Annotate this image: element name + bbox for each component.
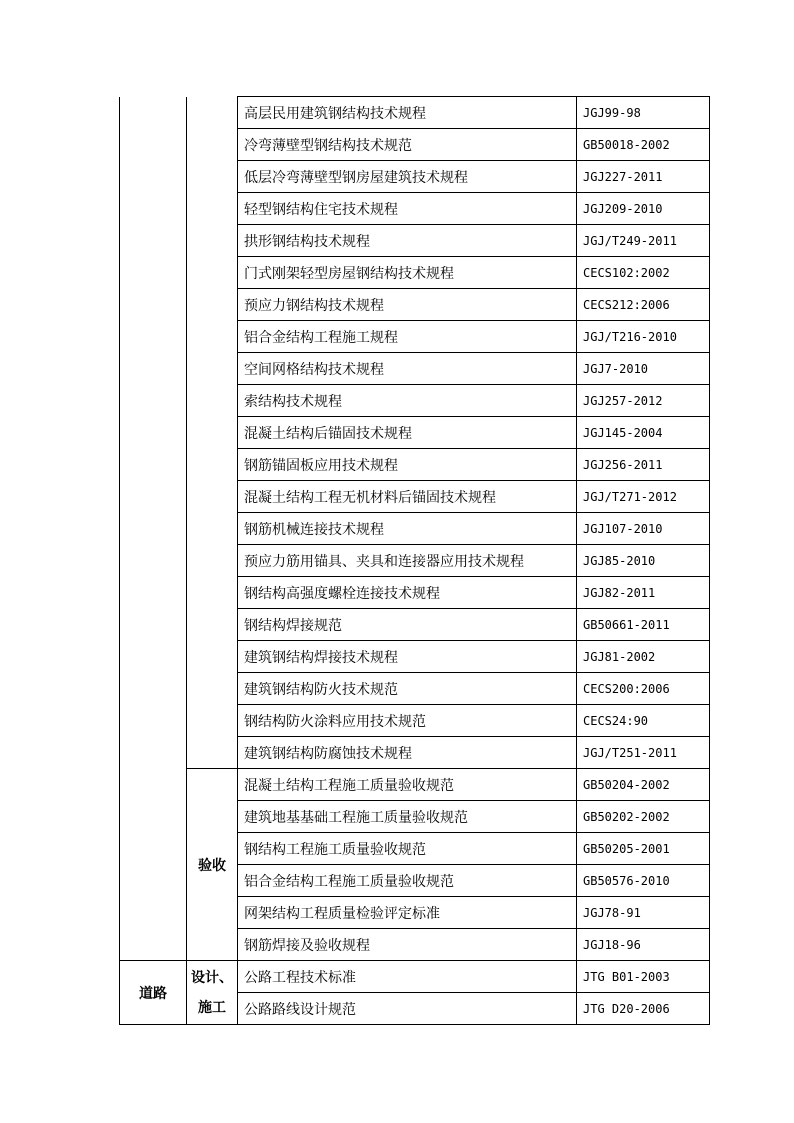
standard-name: 网架结构工程质量检验评定标准 [238, 897, 577, 929]
standard-code: JGJ/T251-2011 [577, 737, 710, 769]
standard-name: 建筑地基基础工程施工质量验收规范 [238, 801, 577, 833]
standard-name: 混凝土结构工程无机材料后锚固技术规程 [238, 481, 577, 513]
standard-code: CECS200:2006 [577, 673, 710, 705]
standard-name: 预应力筋用锚具、夹具和连接器应用技术规程 [238, 545, 577, 577]
standard-code: JGJ99-98 [577, 97, 710, 129]
subcategory-line: 施工 [198, 999, 226, 1016]
standard-code: CECS24:90 [577, 705, 710, 737]
standard-name: 混凝土结构后锚固技术规程 [238, 417, 577, 449]
standard-name: 钢结构焊接规范 [238, 609, 577, 641]
standard-code: JGJ82-2011 [577, 577, 710, 609]
table-row [120, 769, 710, 801]
standard-code: JGJ/T216-2010 [577, 321, 710, 353]
standard-name: 公路工程技术标准 [238, 961, 577, 993]
standard-code: GB50576-2010 [577, 865, 710, 897]
standard-code: GB50018-2002 [577, 129, 710, 161]
standard-code: JGJ/T249-2011 [577, 225, 710, 257]
standard-name: 空间网格结构技术规程 [238, 353, 577, 385]
standard-name: 冷弯薄壁型钢结构技术规范 [238, 129, 577, 161]
standard-code: GB50661-2011 [577, 609, 710, 641]
subcategory-acceptance: 验收 [187, 769, 238, 961]
standard-name: 建筑钢结构防腐蚀技术规程 [238, 737, 577, 769]
table-row [120, 97, 710, 129]
subcategory-design-construction [187, 961, 238, 1025]
standard-name: 铝合金结构工程施工质量验收规范 [238, 865, 577, 897]
standard-code: CECS102:2002 [577, 257, 710, 289]
standards-table-body [120, 97, 710, 1025]
standard-name: 高层民用建筑钢结构技术规程 [238, 97, 577, 129]
standard-code: JGJ107-2010 [577, 513, 710, 545]
standard-code: JGJ145-2004 [577, 417, 710, 449]
standard-code: JGJ85-2010 [577, 545, 710, 577]
standard-name: 门式刚架轻型房屋钢结构技术规程 [238, 257, 577, 289]
standard-name: 拱形钢结构技术规程 [238, 225, 577, 257]
category-road: 道路 [120, 961, 187, 1025]
standard-code: JGJ227-2011 [577, 161, 710, 193]
standard-code: JTG B01-2003 [577, 961, 710, 993]
subcategory-cell-continued [187, 97, 238, 769]
standard-name: 建筑钢结构防火技术规范 [238, 673, 577, 705]
standard-name: 钢筋机械连接技术规程 [238, 513, 577, 545]
standard-name: 混凝土结构工程施工质量验收规范 [238, 769, 577, 801]
standard-name: 铝合金结构工程施工规程 [238, 321, 577, 353]
standard-code: JGJ18-96 [577, 929, 710, 961]
standard-name: 钢结构高强度螺栓连接技术规程 [238, 577, 577, 609]
standard-name: 钢筋焊接及验收规程 [238, 929, 577, 961]
standards-table [119, 96, 710, 1025]
standard-name: 钢结构防火涂料应用技术规范 [238, 705, 577, 737]
standard-code: JTG D20-2006 [577, 993, 710, 1025]
standard-name: 轻型钢结构住宅技术规程 [238, 193, 577, 225]
standard-code: JGJ/T271-2012 [577, 481, 710, 513]
standard-code: JGJ78-91 [577, 897, 710, 929]
standard-code: GB50205-2001 [577, 833, 710, 865]
standard-code: JGJ7-2010 [577, 353, 710, 385]
standard-code: CECS212:2006 [577, 289, 710, 321]
standard-name: 钢筋锚固板应用技术规程 [238, 449, 577, 481]
table-row [120, 961, 710, 993]
standard-name: 索结构技术规程 [238, 385, 577, 417]
subcategory-line: 设计、 [191, 969, 233, 986]
standard-name: 钢结构工程施工质量验收规范 [238, 833, 577, 865]
standard-code: JGJ256-2011 [577, 449, 710, 481]
standard-code: JGJ209-2010 [577, 193, 710, 225]
standard-code: GB50202-2002 [577, 801, 710, 833]
standard-name: 公路路线设计规范 [238, 993, 577, 1025]
standard-code: GB50204-2002 [577, 769, 710, 801]
standard-name: 建筑钢结构焊接技术规程 [238, 641, 577, 673]
standard-code: JGJ257-2012 [577, 385, 710, 417]
standard-code: JGJ81-2002 [577, 641, 710, 673]
standard-name: 低层冷弯薄壁型钢房屋建筑技术规程 [238, 161, 577, 193]
category-cell-continued [120, 97, 187, 961]
standard-name: 预应力钢结构技术规程 [238, 289, 577, 321]
